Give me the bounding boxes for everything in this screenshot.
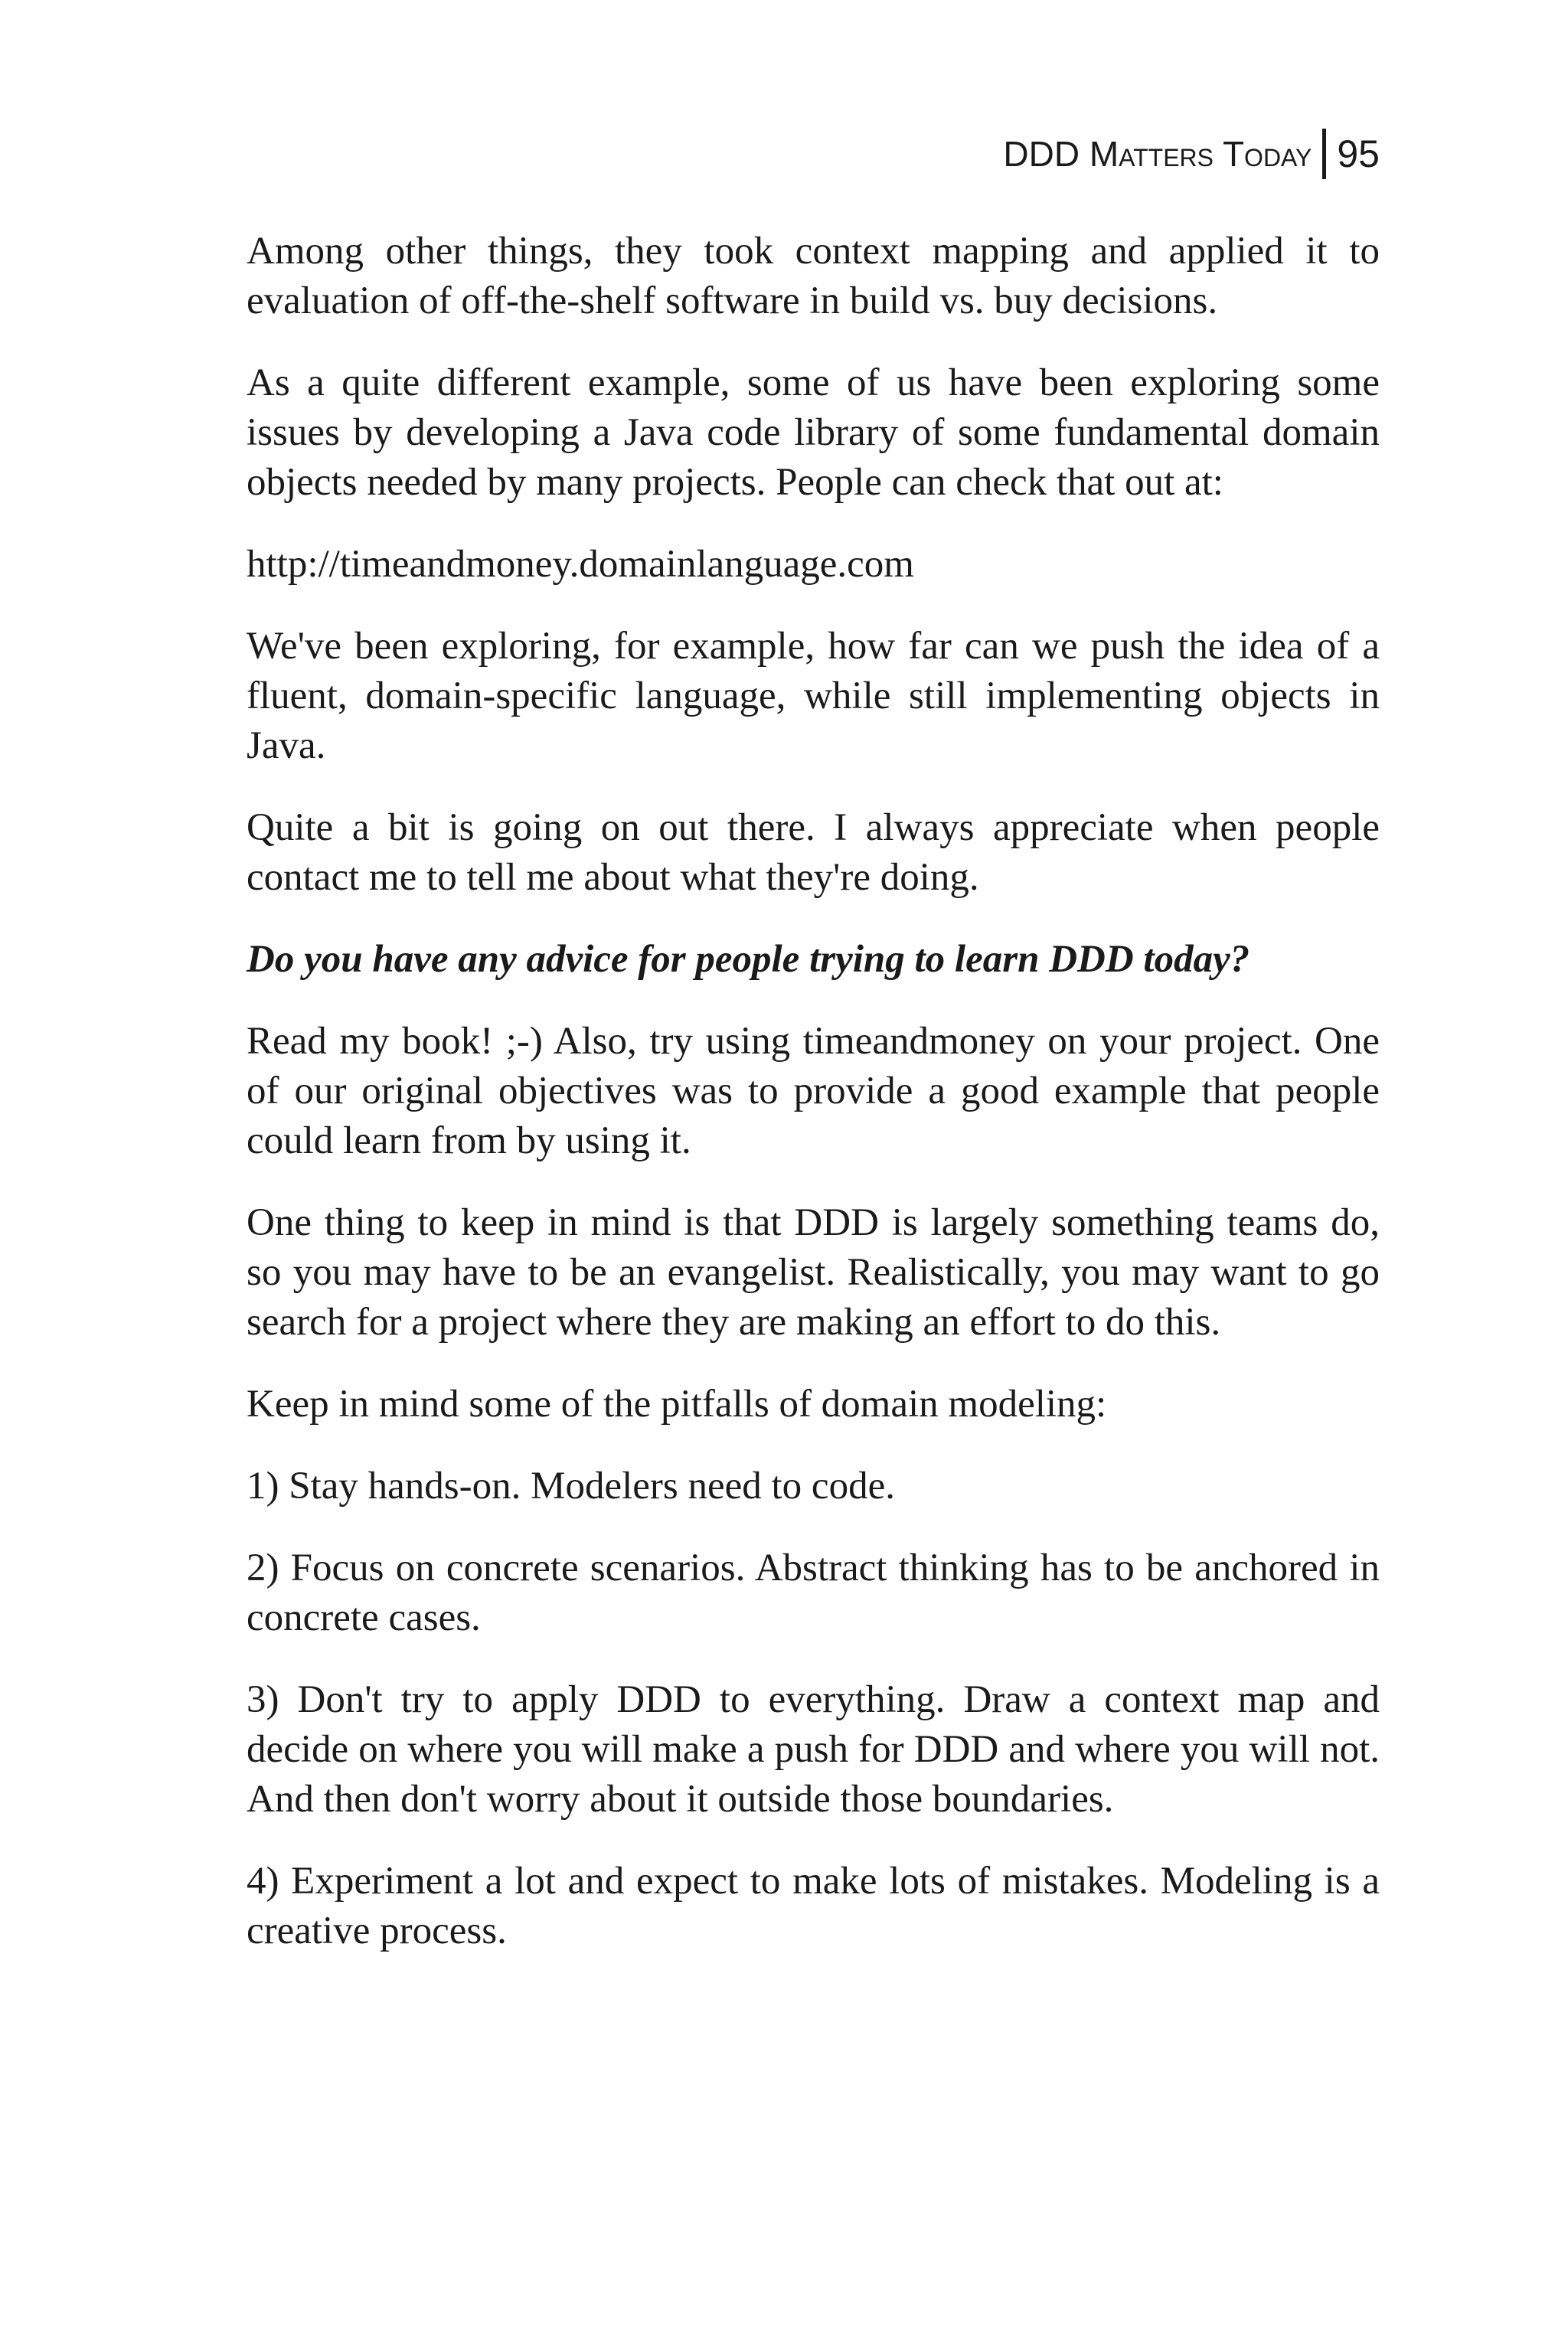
paragraph-pitfalls-intro: Keep in mind some of the pitfalls of domain modeling: — [247, 1383, 1107, 1426]
paragraph-url: http://timeandmoney.domainlanguage.com — [247, 543, 914, 586]
running-header-title: DDD Matters Today — [1003, 134, 1312, 174]
interview-question: Do you have any advice for people trying to learn DDD today? — [247, 938, 1250, 981]
paragraph-going-on: Quite a bit is going on out there. I always appreciate when people contact me to tell me about what they're doing. — [247, 806, 1380, 899]
header-divider — [1322, 129, 1326, 179]
paragraph-evangelist: One thing to keep in mind is that DDD is largely something teams do, so you may have to be an evangelist. Realistically, you may want to go search for a project where they are making an effort to do this. — [247, 1201, 1380, 1344]
pitfall-item-4: 4) Experiment a lot and expect to make lots of mistakes. Modeling is a creative process. — [247, 1860, 1380, 1952]
paragraph-java-library: As a quite different example, some of us have been exploring some issues by developing a Java code library of some fundamental domain objects needed by many projects. People can check that out at: — [247, 361, 1380, 504]
pitfall-item-1: 1) Stay hands-on. Modelers need to code. — [247, 1465, 895, 1508]
running-header — [1003, 129, 1380, 179]
paragraph-context-mapping: Among other things, they took context mapping and applied it to evaluation of off-the-shelf software in build vs. buy decisions. — [247, 230, 1380, 322]
page-number: 95 — [1337, 132, 1380, 175]
pitfall-item-3: 3) Don't try to apply DDD to everything. Draw a context map and decide on where you will make a push for DDD and where you will not. And then don't worry about it outside those boundaries. — [247, 1678, 1380, 1821]
page-body — [247, 227, 1380, 1988]
paragraph-fluent-language: We've been exploring, for example, how far can we push the idea of a fluent, domain-specific language, while still implementing objects in Java. — [247, 625, 1380, 767]
paragraph-read-book: Read my book! ;-) Also, try using timeandmoney on your project. One of our original objectives was to provide a good example that people could learn from by using it. — [247, 1020, 1380, 1162]
pitfall-item-2: 2) Focus on concrete scenarios. Abstract thinking has to be anchored in concrete cases. — [247, 1547, 1380, 1639]
